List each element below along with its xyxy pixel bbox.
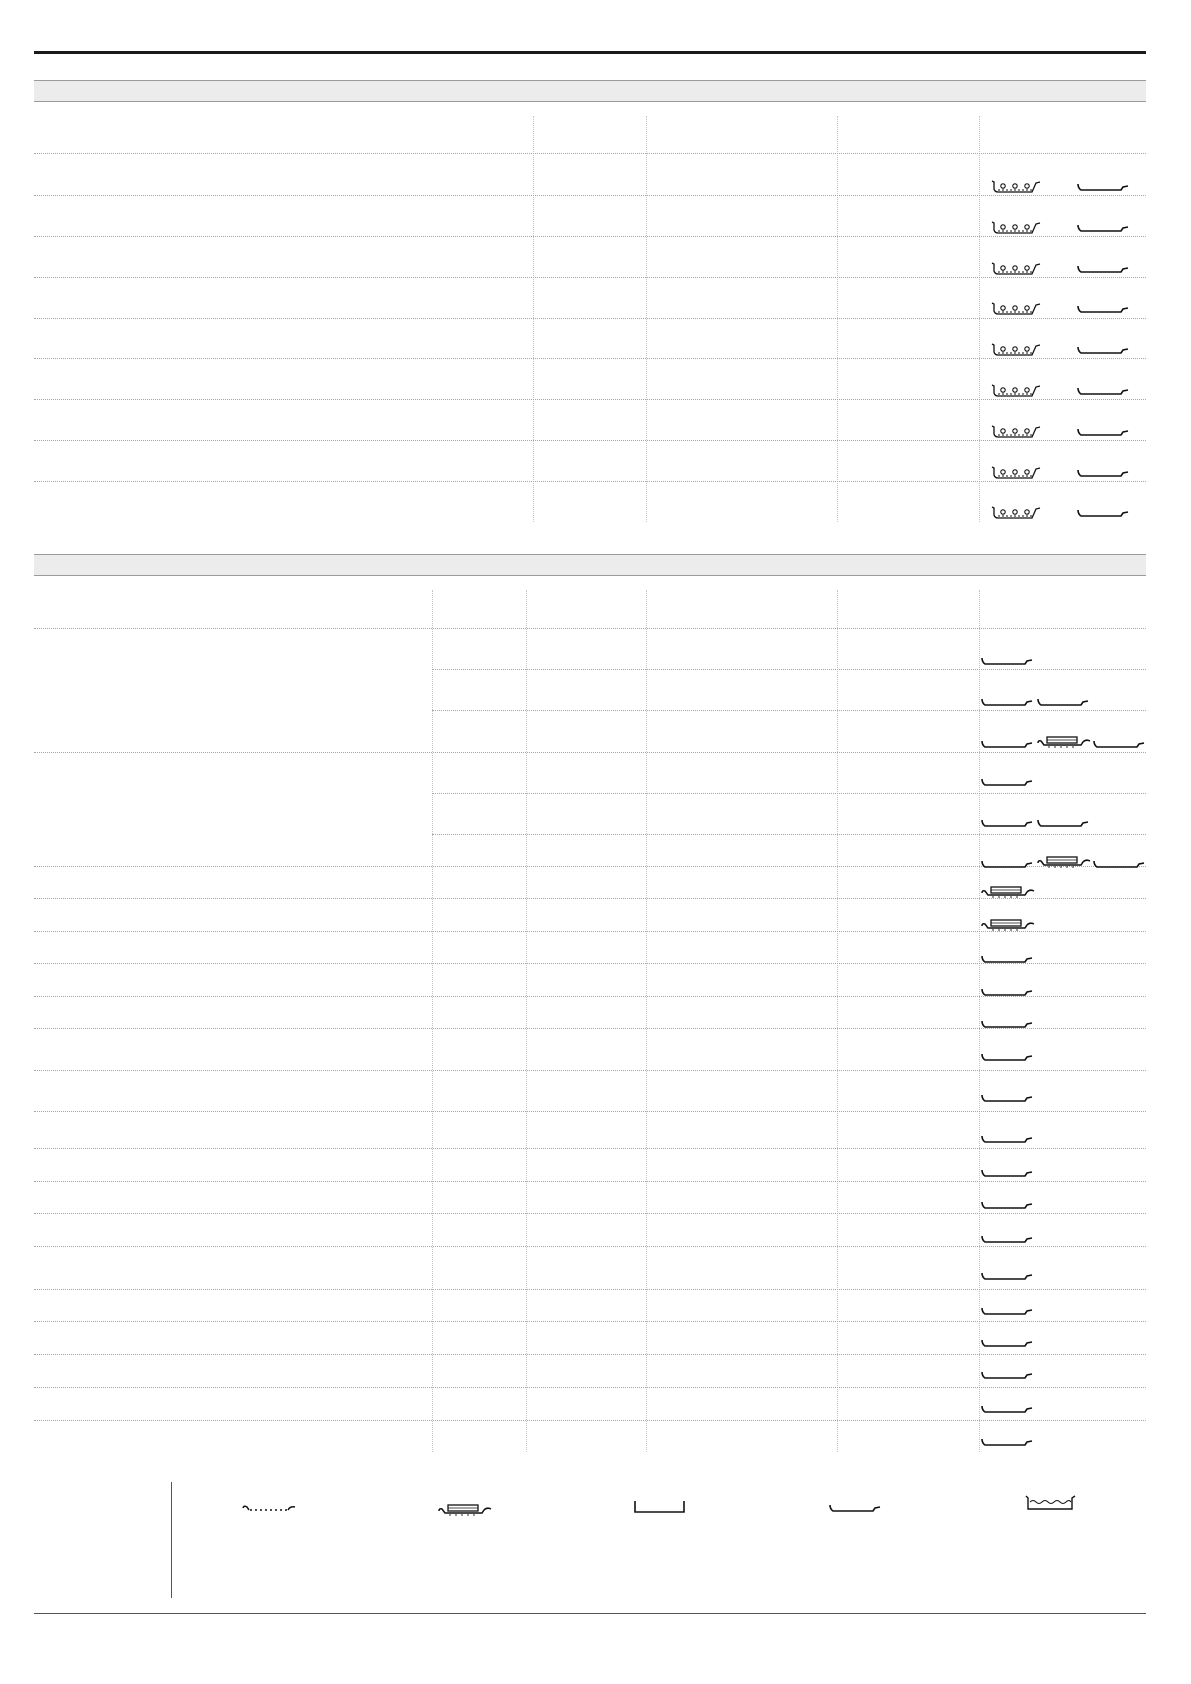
- column-divider: [646, 590, 647, 1452]
- flat-baking-tray-icon: [1037, 818, 1089, 828]
- row-divider: [34, 628, 1146, 629]
- row-divider: [34, 1181, 1146, 1182]
- row-divider: [34, 866, 1146, 867]
- column-divider: [526, 590, 527, 1452]
- legend-divider: [171, 1482, 172, 1598]
- row-divider: [34, 752, 1146, 753]
- flat-baking-tray-icon: [981, 1370, 1033, 1380]
- bottom-rule: [34, 1613, 1146, 1614]
- column-divider: [837, 116, 838, 522]
- row-divider: [34, 1028, 1146, 1029]
- flat-baking-tray-icon: [1077, 386, 1129, 396]
- row-divider: [34, 318, 1146, 319]
- wire-rack-with-drip-tray-icon: [981, 885, 1035, 899]
- flat-baking-tray-icon: [1077, 223, 1129, 233]
- row-divider: [34, 1354, 1146, 1355]
- column-divider: [533, 116, 534, 522]
- flat-baking-tray-icon: [1077, 427, 1129, 437]
- row-divider: [34, 481, 1146, 482]
- sub-row-divider: [432, 669, 1146, 670]
- row-divider: [34, 1148, 1146, 1149]
- shelf-with-baking-paper-icon: [990, 262, 1042, 276]
- row-divider: [34, 1420, 1146, 1421]
- flat-baking-tray-icon: [981, 697, 1033, 707]
- row-divider: [34, 898, 1146, 899]
- row-divider: [34, 358, 1146, 359]
- row-divider: [34, 1289, 1146, 1290]
- flat-baking-tray-icon: [1077, 468, 1129, 478]
- flat-baking-tray-icon: [981, 1234, 1033, 1244]
- row-divider: [34, 440, 1146, 441]
- flat-baking-tray-icon: [981, 954, 1033, 964]
- wire-rack-with-drip-tray-icon: [1037, 735, 1091, 749]
- row-divider: [34, 1387, 1146, 1388]
- wire-rack-with-drip-tray-icon: [438, 1503, 492, 1517]
- sub-row-divider: [432, 710, 1146, 711]
- shelf-with-baking-paper-icon: [990, 466, 1042, 480]
- shelf-with-baking-paper-icon: [990, 221, 1042, 235]
- section-2-band: [34, 554, 1146, 576]
- flat-baking-tray-icon: [981, 1338, 1033, 1348]
- row-divider: [34, 1246, 1146, 1247]
- flat-baking-tray-icon: [981, 739, 1033, 749]
- flat-baking-tray-icon: [981, 1437, 1033, 1447]
- wire-rack-with-drip-tray-icon: [981, 918, 1035, 932]
- flat-baking-tray-icon: [981, 1200, 1033, 1210]
- flat-baking-tray-icon: [1037, 697, 1089, 707]
- flat-baking-tray-icon: [981, 1271, 1033, 1281]
- row-divider: [34, 236, 1146, 237]
- flat-baking-tray-icon: [981, 1134, 1033, 1144]
- section-1-band: [34, 80, 1146, 102]
- flat-baking-tray-icon: [1093, 859, 1145, 869]
- flat-baking-tray-icon: [981, 777, 1033, 787]
- flat-baking-tray-icon: [1077, 304, 1129, 314]
- row-divider: [34, 1213, 1146, 1214]
- flat-baking-tray-icon: [1077, 264, 1129, 274]
- wire-rack-with-drip-tray-icon: [1037, 855, 1091, 869]
- flat-baking-tray-icon: [981, 818, 1033, 828]
- flat-baking-tray-icon: [981, 656, 1033, 666]
- flat-baking-tray-icon: [1077, 508, 1129, 518]
- shelf-with-baking-paper-icon: [990, 180, 1042, 194]
- column-divider: [979, 116, 980, 522]
- flat-baking-tray-icon: [1077, 345, 1129, 355]
- water-tray-icon: [1024, 1495, 1078, 1511]
- flat-baking-tray-icon: [981, 987, 1033, 997]
- shelf-with-baking-paper-icon: [990, 343, 1042, 357]
- shelf-with-baking-paper-icon: [990, 302, 1042, 316]
- sub-row-divider: [432, 834, 1146, 835]
- row-divider: [34, 996, 1146, 997]
- row-divider: [34, 1321, 1146, 1322]
- top-rule: [34, 51, 1146, 54]
- flat-baking-tray-icon: [981, 1052, 1033, 1062]
- flat-baking-tray-icon: [981, 859, 1033, 869]
- row-divider: [34, 1070, 1146, 1071]
- flat-baking-tray-icon: [829, 1503, 881, 1513]
- flat-baking-tray-icon: [1077, 182, 1129, 192]
- sub-row-divider: [432, 793, 1146, 794]
- shelf-with-baking-paper-icon: [990, 506, 1042, 520]
- column-divider: [837, 590, 838, 1452]
- row-divider: [34, 277, 1146, 278]
- row-divider: [34, 153, 1146, 154]
- deep-pan-icon: [634, 1500, 686, 1514]
- column-divider: [979, 590, 980, 1452]
- row-divider: [34, 963, 1146, 964]
- row-divider: [34, 195, 1146, 196]
- row-divider: [34, 399, 1146, 400]
- row-divider: [34, 1111, 1146, 1112]
- column-divider: [432, 590, 433, 1452]
- wire-shelf-icon: [242, 1503, 296, 1513]
- flat-baking-tray-icon: [981, 1019, 1033, 1029]
- shelf-with-baking-paper-icon: [990, 425, 1042, 439]
- flat-baking-tray-icon: [981, 1404, 1033, 1414]
- flat-baking-tray-icon: [981, 1306, 1033, 1316]
- flat-baking-tray-icon: [981, 1093, 1033, 1103]
- column-divider: [646, 116, 647, 522]
- shelf-with-baking-paper-icon: [990, 384, 1042, 398]
- row-divider: [34, 931, 1146, 932]
- flat-baking-tray-icon: [1093, 739, 1145, 749]
- flat-baking-tray-icon: [981, 1168, 1033, 1178]
